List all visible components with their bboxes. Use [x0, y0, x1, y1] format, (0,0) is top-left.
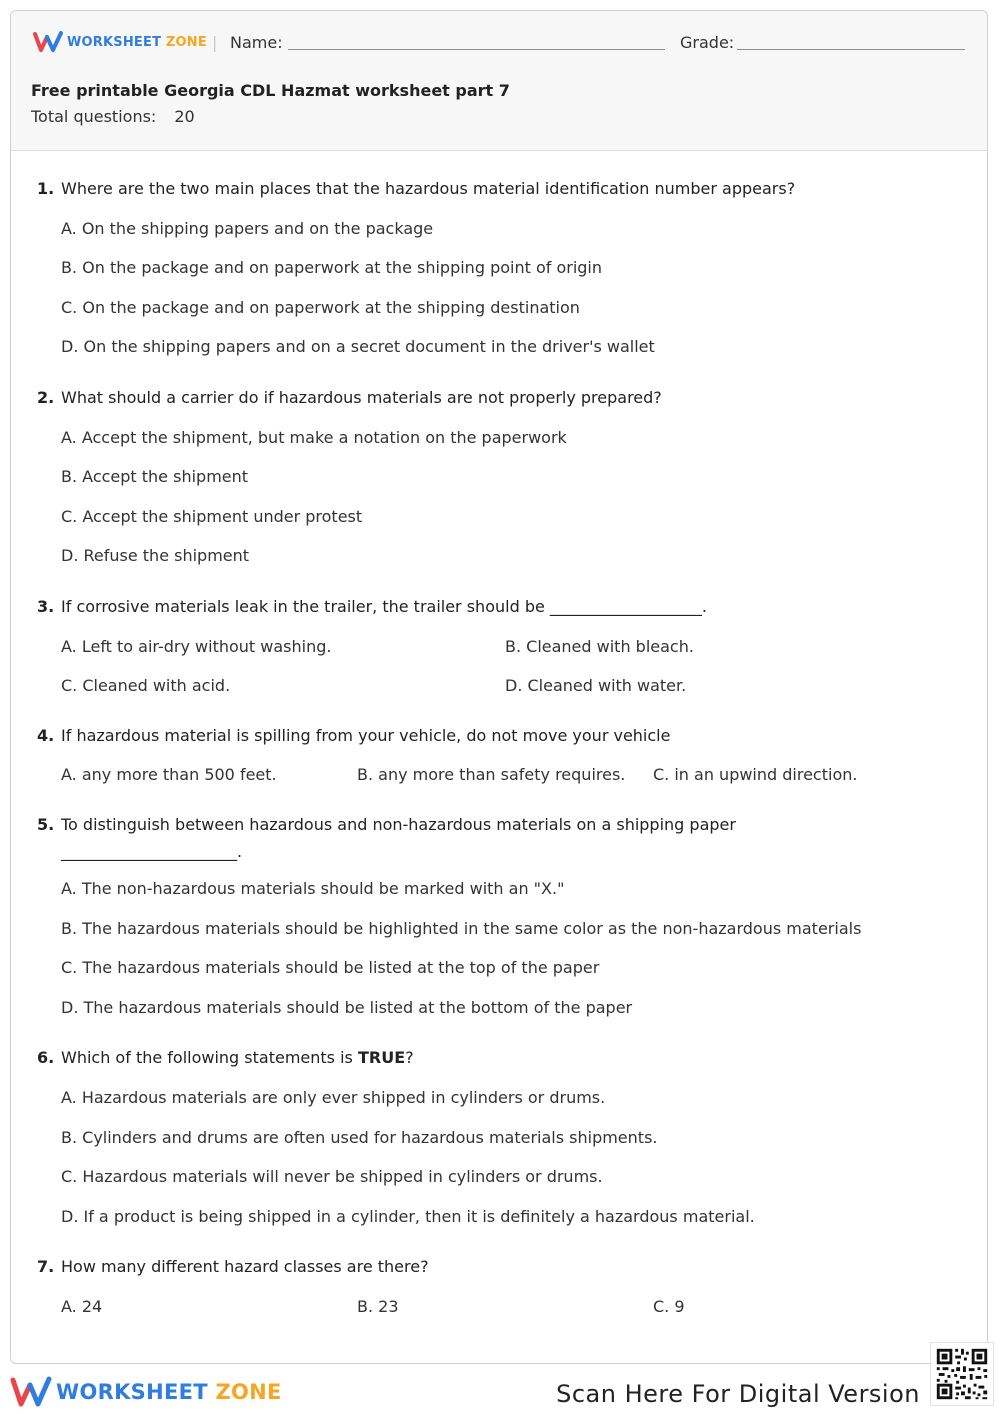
footer-brand-logo	[10, 1376, 282, 1408]
option-b[interactable]: B. Accept the shipment	[61, 467, 249, 486]
grade-label: Grade:	[680, 33, 735, 52]
question-number: 2.	[37, 388, 55, 407]
worksheet-title: Free printable Georgia CDL Hazmat worksheet part 7	[31, 81, 510, 100]
option-d[interactable]: D. Cleaned with water.	[505, 676, 687, 695]
grade-field[interactable]	[737, 49, 965, 50]
question-number: 4.	[37, 726, 55, 745]
option-c[interactable]: C. Hazardous materials will never be shipped in cylinders or drums.	[61, 1167, 603, 1186]
total-questions-label: Total questions:	[31, 107, 157, 126]
question-number: 3.	[37, 597, 55, 616]
question-number: 7.	[37, 1257, 55, 1276]
scan-instruction: Scan Here For Digital Version	[556, 1380, 920, 1408]
name-field[interactable]	[288, 49, 665, 50]
question-text: Which of the following statements is TRUE?	[61, 1048, 414, 1067]
logo-w-icon	[33, 31, 63, 53]
emphasis-true: TRUE	[357, 1048, 406, 1067]
worksheet-sheet	[10, 10, 988, 1364]
option-b[interactable]: B. 23	[357, 1297, 399, 1316]
question-text: To distinguish between hazardous and non-hazardous materials on a shipping paper ______________________.	[61, 815, 736, 861]
logo-w-icon	[10, 1376, 52, 1408]
question-text: Where are the two main places that the hazardous material identification number appears?	[61, 179, 796, 198]
option-c[interactable]: C. in an upwind direction.	[653, 765, 858, 784]
option-a[interactable]: A. 24	[61, 1297, 103, 1316]
qr-code-icon[interactable]	[930, 1342, 994, 1406]
question-text: If hazardous material is spilling from your vehicle, do not move your vehicle	[61, 726, 671, 745]
option-b[interactable]: B. Cleaned with bleach.	[505, 637, 694, 656]
option-c[interactable]: C. On the package and on paperwork at the shipping destination	[61, 298, 580, 317]
question-text: What should a carrier do if hazardous materials are not properly prepared?	[61, 388, 662, 407]
name-label: Name:	[230, 33, 283, 52]
total-questions-value: 20	[174, 107, 195, 126]
brand-name: WORKSHEET ZONE	[67, 34, 207, 50]
total-questions	[31, 107, 195, 126]
question-number: 5.	[37, 815, 55, 834]
option-d[interactable]: D. On the shipping papers and on a secret document in the driver's wallet	[61, 337, 655, 356]
option-b[interactable]: B. On the package and on paperwork at the shipping point of origin	[61, 258, 603, 277]
footer-brand-name: WORKSHEET ZONE	[56, 1380, 282, 1404]
option-a[interactable]: A. The non-hazardous materials should be marked with an "X."	[61, 879, 565, 898]
option-c[interactable]: C. Cleaned with acid.	[61, 676, 231, 695]
question-number: 6.	[37, 1048, 55, 1067]
option-a[interactable]: A. Left to air-dry without washing.	[61, 637, 332, 656]
option-a[interactable]: A. Accept the shipment, but make a notation on the paperwork	[61, 428, 567, 447]
option-a[interactable]: A. Hazardous materials are only ever shipped in cylinders or drums.	[61, 1088, 606, 1107]
question-text: How many different hazard classes are there?	[61, 1257, 429, 1276]
option-c[interactable]: C. 9	[653, 1297, 685, 1316]
option-b[interactable]: B. The hazardous materials should be highlighted in the same color as the non-hazardous materials	[61, 919, 862, 938]
question-text: If corrosive materials leak in the trailer, the trailer should be ___________________.	[61, 597, 707, 616]
option-a[interactable]: A. any more than 500 feet.	[61, 765, 277, 784]
option-a[interactable]: A. On the shipping papers and on the package	[61, 219, 434, 238]
page-footer	[0, 1364, 1000, 1414]
option-d[interactable]: D. Refuse the shipment	[61, 546, 250, 565]
option-d[interactable]: D. The hazardous materials should be listed at the bottom of the paper	[61, 998, 633, 1017]
option-d[interactable]: D. If a product is being shipped in a cylinder, then it is definitely a hazardous material.	[61, 1207, 755, 1226]
brand-logo	[33, 31, 207, 53]
option-b[interactable]: B. Cylinders and drums are often used for hazardous materials shipments.	[61, 1128, 658, 1147]
worksheet-header	[11, 11, 987, 151]
option-b[interactable]: B. any more than safety requires.	[357, 765, 626, 784]
question-number: 1.	[37, 179, 55, 198]
option-c[interactable]: C. Accept the shipment under protest	[61, 507, 363, 526]
option-c[interactable]: C. The hazardous materials should be listed at the top of the paper	[61, 958, 600, 977]
header-separator: |	[212, 33, 218, 52]
